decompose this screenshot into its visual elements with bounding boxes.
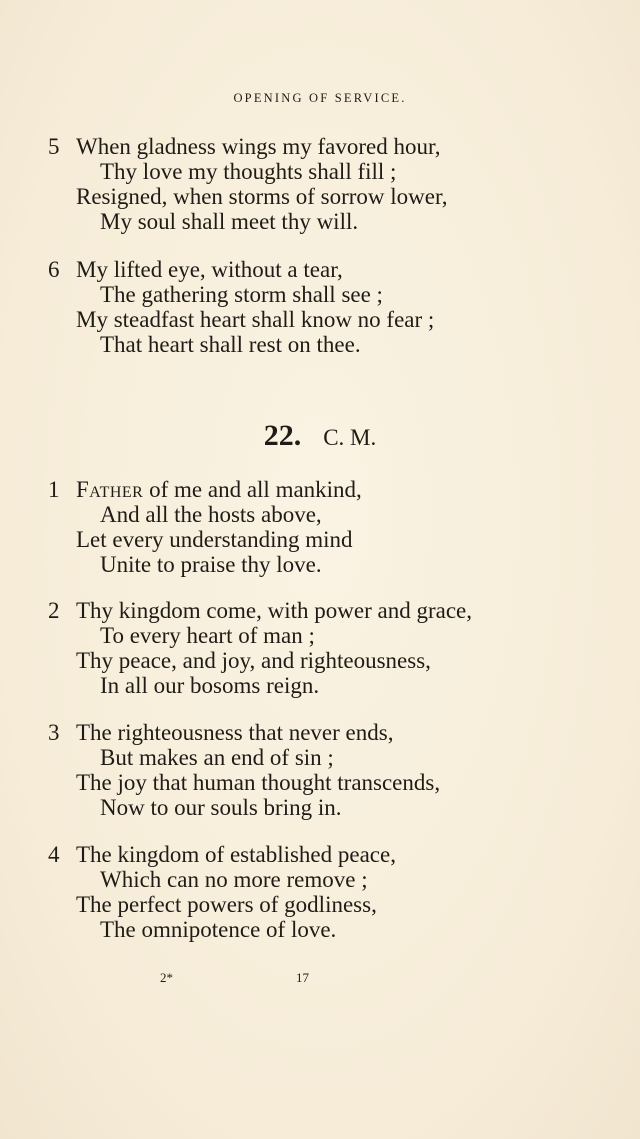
verse-line: When gladness wings my favored hour, [76,134,441,159]
page-number: 17 [296,970,309,985]
verse-line: The perfect powers of godliness, [76,892,377,917]
verse-line: The kingdom of established peace, [76,842,396,867]
verse-line: Let every understanding mind [76,527,353,552]
hymn-number: 22. [263,419,302,452]
stanza-number: 2 [48,598,60,623]
verse-line: Thy kingdom come, with power and grace, [76,598,472,623]
verse-line: In all our bosoms reign. [100,673,320,698]
stanza-number: 3 [48,720,60,745]
stanza-number: 5 [48,134,60,159]
verse-line: Unite to praise thy love. [100,552,322,577]
verse-line: Now to our souls bring in. [100,795,342,820]
verse-line: Resigned, when storms of sorrow lower, [76,184,448,209]
verse-line: That heart shall rest on thee. [100,332,361,357]
verse-line: To every heart of man ; [100,623,315,648]
stanza-number: 6 [48,257,60,282]
verse-line: And all the hosts above, [100,502,322,527]
stanza-number: 1 [48,477,60,502]
verse-line: My steadfast heart shall know no fear ; [76,307,435,332]
stanza-number: 4 [48,842,60,867]
verse-line: The righteousness that never ends, [76,720,394,745]
verse-line: The omnipotence of love. [100,917,337,942]
verse-line: The joy that human thought transcends, [76,770,441,795]
verse-line: But makes an end of sin ; [100,745,334,770]
verse-line [76,477,362,502]
verse-line: My soul shall meet thy will. [100,209,359,234]
hymn-meter: C. M. [323,425,377,450]
hymn-heading [0,420,640,454]
verse-line: Which can no more remove ; [100,867,368,892]
verse-line: Thy love my thoughts shall fill ; [100,159,397,184]
verse-line: The gathering storm shall see ; [100,282,383,307]
verse-line-rest: of me and all mankind, [143,477,362,502]
verse-line: My lifted eye, without a tear, [76,257,343,282]
verse-line: Thy peace, and joy, and righteousness, [76,648,431,673]
first-word: Father [76,477,144,502]
running-head: OPENING OF SERVICE. [233,91,407,105]
signature-mark: 2* [160,970,173,985]
